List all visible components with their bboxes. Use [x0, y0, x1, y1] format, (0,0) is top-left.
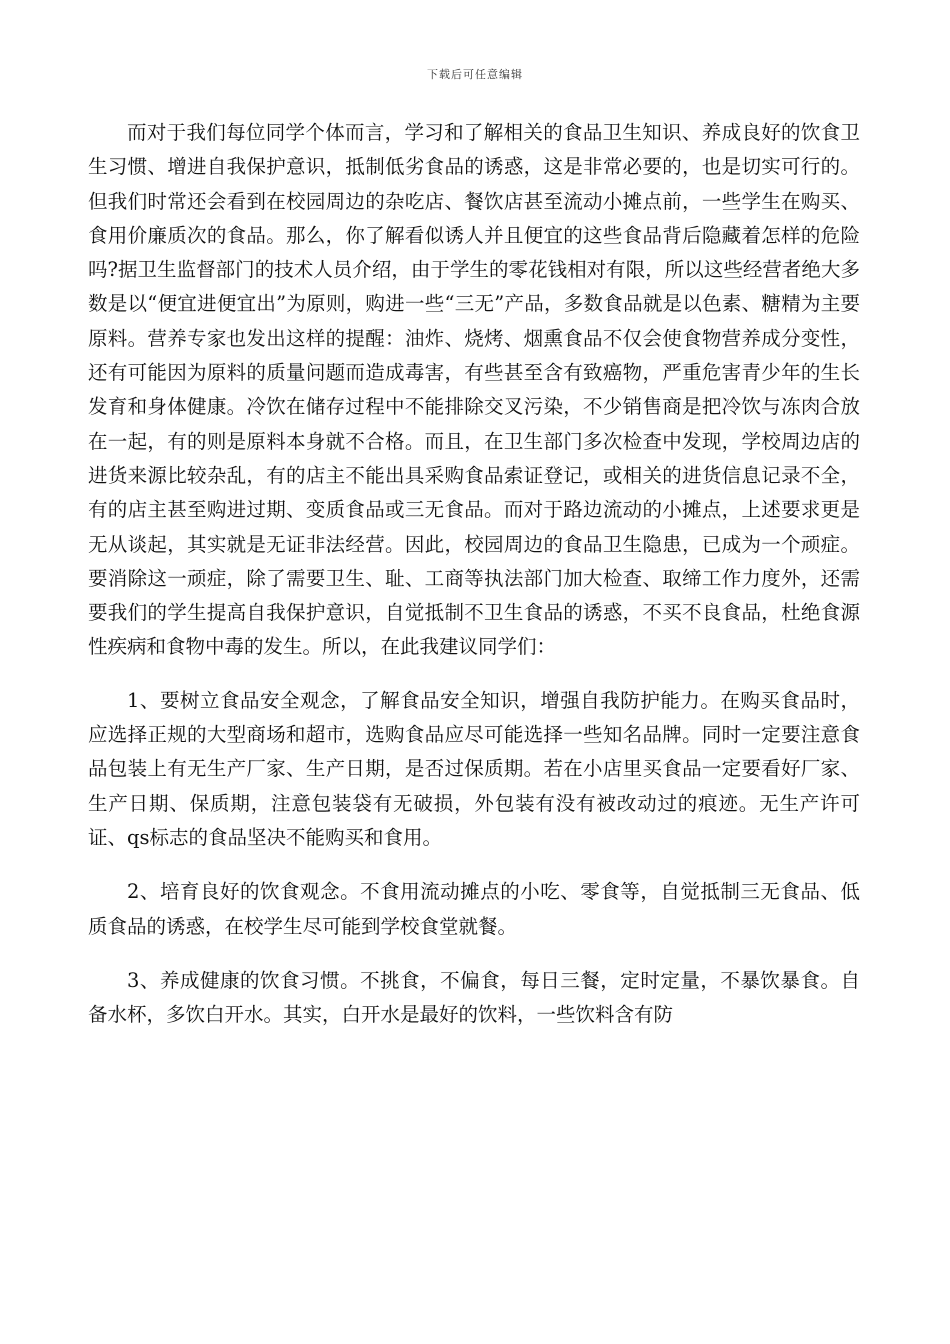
intro-paragraph: 而对于我们每位同学个体而言，学习和了解相关的食品卫生知识、养成良好的饮食卫生习惯、增进自我保护意识，抵制低劣食品的诱惑，这是非常必要的，也是切实可行的。但我们时常还会看到在校园周边的杂吃店、餐饮店甚至流动小摊点前，一些学生在购买、食用价廉质次的食品。那么，你了解看似诱人并且便宜的这些食品背后隐藏着怎样的危险吗?据卫生监督部门的技术人员介绍，由于学生的零花钱相对有限，所以这些经营者绝大多数是以“便宜进便宜出”为原则，购进一些“三无”产品，多数食品就是以色素、糖精为主要原料。营养专家也发出这样的提醒：油炸、烧烤、烟熏食品不仅会使食物营养成分变性，还有可能因为原料的质量问题而造成毒害，有些甚至含有致癌物，严重危害青少年的生长发育和身体健康。冷饮在储存过程中不能排除交叉污染，不少销售商是把冷饮与冻肉合放在一起，有的则是原料本身就不合格。而且，在卫生部门多次检查中发现，学校周边店的进货来源比较杂乱，有的店主不能出具采购食品索证登记，或相关的进货信息记录不全，有的店主甚至购进过期、变质食品或三无食品。而对于路边流动的小摊点，上述要求更是无从谈起，其实就是无证非法经营。因此，校园周边的食品卫生隐患，已成为一个顽症。要消除这一顽症，除了需要卫生、耻、工商等执法部门加大检查、取缔工作力度外，还需要我们的学生提高自我保护意识，自觉抵制不卫生食品的诱惑，不买不良食品，杜绝食源性疾病和食物中毒的发生。所以，在此我建议同学们：: [88, 121, 860, 659]
page-header-note: 下载后可任意编辑: [427, 68, 523, 81]
recommendation-item-1: 1、要树立食品安全观念，了解食品安全知识，增强自我防护能力。在购买食品时，应选择正规的大型商场和超市，选购食品应尽可能选择一些知名品牌。同时一定要注意食品包装上有无生产厂家、生产日期，是否过保质期。若在小店里买食品一定要看好厂家、生产日期、保质期，注意包装袋有无破损，外包装有没有被改动过的痕迹。无生产许可证、qs标志的食品坚决不能购买和食用。: [88, 688, 860, 849]
recommendation-item-2: 2、培育良好的饮食观念。不食用流动摊点的小吃、零食等，自觉抵制三无食品、低质食品的诱惑，在校学生尽可能到学校食堂就餐。: [88, 880, 860, 938]
document-body: [88, 116, 860, 1052]
recommendation-item-3: 3、养成健康的饮食习惯。不挑食，不偏食，每日三餐，定时定量，不暴饮暴食。自备水杯，多饮白开水。其实，白开水是最好的饮料，一些饮料含有防: [88, 968, 860, 1027]
